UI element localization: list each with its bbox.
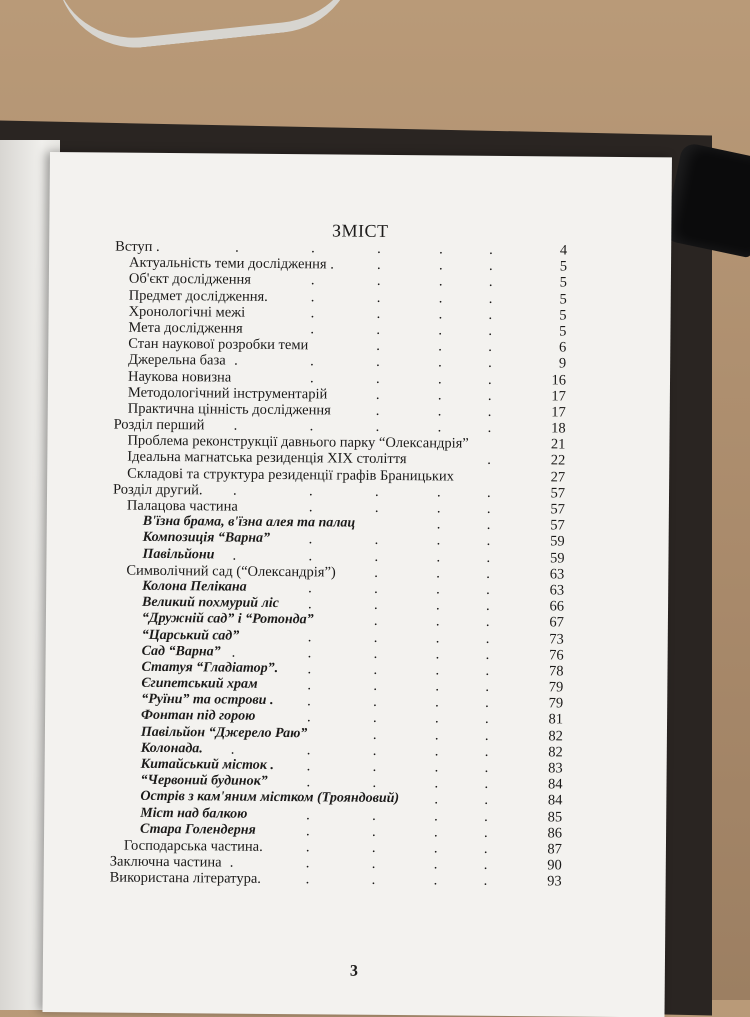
leader-dot: . (486, 517, 491, 534)
toc-entry-title: Господарська частина. (123, 837, 263, 855)
leader-dot: . (372, 758, 377, 775)
leader-dot: . (308, 547, 313, 564)
leader-dot: . (375, 386, 380, 403)
leader-dot: . (374, 483, 379, 500)
leader-dot: . (487, 387, 492, 404)
toc-entry-page: 79 (548, 695, 564, 712)
toc-entry-page: 63 (549, 582, 565, 599)
leader-dot: . (487, 403, 492, 420)
toc-entry-title: Колона Пелікана (142, 578, 247, 595)
leader-dot: . (307, 596, 312, 613)
toc-entry-title: В'їзна брама, в'їзна алея та палац (142, 514, 356, 531)
leader-dot: . (433, 872, 438, 889)
leader-dot: . (483, 856, 488, 873)
leader-dot: . (438, 354, 442, 371)
leader-dot: . (306, 742, 311, 759)
leader-dot: . (229, 854, 234, 871)
leader-dot: . (437, 370, 442, 387)
leader-dot: . (308, 580, 312, 597)
toc-entry-page: 22 (550, 452, 566, 469)
leader-dot: . (232, 547, 237, 564)
leader-dot: . (484, 711, 489, 728)
leader-dot: . (308, 483, 313, 500)
leader-dot: . (372, 807, 376, 824)
leader-dot: . (483, 873, 488, 890)
toc-entry-title: “Дружній сад” і “Ротонда” (141, 611, 314, 628)
toc-entry-page: 81 (548, 711, 564, 728)
leader-dot: . (487, 371, 492, 388)
toc-entry-title: Палацова частина (126, 497, 238, 515)
leader-dot: . (305, 855, 310, 872)
leader-dot: . (376, 273, 381, 290)
leader-dot: . (373, 629, 378, 646)
leader-dot: . (487, 452, 492, 469)
toc-entry-page: 84 (547, 776, 563, 793)
leader-dot: . (374, 548, 379, 565)
leader-dot: . (372, 775, 377, 792)
leader-dot: . (438, 289, 443, 306)
leader-dot: . (373, 596, 378, 614)
toc-entry-page: 86 (547, 825, 563, 842)
toc-entry-page: 63 (549, 566, 565, 583)
leader-dot: . (375, 370, 380, 387)
leader-dot: . (438, 322, 443, 339)
leader-dot: . (485, 695, 489, 712)
toc-entry-page: 5 (559, 291, 567, 308)
leader-dot: . (306, 758, 311, 775)
leader-dot: . (435, 694, 439, 711)
leader-dot: . (436, 548, 441, 565)
leader-dot: . (435, 597, 440, 614)
toc-entry-page: 90 (547, 857, 562, 874)
toc-entry-page: 67 (549, 614, 564, 631)
leader-dot: . (437, 387, 442, 404)
toc-entry-title: Фонтан під горою (141, 708, 256, 725)
toc-entry-page: 17 (551, 388, 566, 405)
leader-dot: . (487, 419, 492, 436)
toc-entry-page: 17 (551, 404, 566, 421)
toc-entry-title: Великий похмурий ліс (142, 594, 279, 612)
leader-dot: . (373, 645, 378, 662)
toc-entry-page: 59 (549, 549, 565, 567)
leader-dot: . (436, 516, 441, 533)
toc-entry-title: Предмет дослідження. (128, 287, 268, 305)
toc-entry-page: 6 (558, 339, 567, 356)
toc-entry-title: Статуя “Гладіатор”. (141, 659, 279, 676)
toc-entry-title: Композиція “Варна” (142, 530, 271, 547)
leader-dot: . (486, 549, 491, 566)
leader-dot: . (310, 288, 315, 305)
leader-dot: . (485, 678, 490, 695)
leader-dot: . (486, 533, 491, 550)
toc-entry-page: 59 (550, 533, 565, 550)
leader-dot: . (375, 402, 380, 419)
leader-dot: . (377, 240, 381, 257)
leader-dot: . (373, 661, 378, 678)
toc-entry-title: “Царський сад” (141, 627, 240, 644)
leader-dot: . (438, 273, 443, 290)
leader-dot: . (486, 484, 491, 501)
leader-dot: . (438, 257, 443, 274)
leader-dot: . (484, 743, 489, 760)
leader-dot: . (488, 290, 493, 307)
leader-dot: . (308, 531, 313, 548)
leader-dot: . (372, 823, 376, 840)
leader-dot: . (309, 418, 314, 435)
page-title: ЗМІСТ (331, 220, 389, 241)
leader-dot: . (436, 484, 441, 501)
toc-entry-title: Павільйони (142, 546, 215, 563)
toc-entry-title: Розділ перший (113, 416, 205, 434)
leader-dot: . (435, 662, 440, 679)
leader-dot: . (376, 321, 381, 338)
leader-dot: . (434, 824, 438, 841)
leader-dot: . (434, 775, 439, 792)
leader-dot: . (376, 289, 381, 306)
toc-entry-title: Проблема реконструкції давнього парку “Олександрія” (127, 432, 469, 452)
toc-entry-page: 4 (559, 242, 568, 259)
leader-dot: . (376, 337, 381, 355)
leader-dot: . (437, 403, 442, 420)
leader-dot: . (437, 419, 442, 436)
page-number: 3 (349, 962, 358, 980)
leader-dot: . (488, 274, 493, 291)
leader-dot: . (435, 613, 440, 630)
leader-dot: . (374, 499, 379, 516)
toc-entry-page: 82 (548, 744, 563, 761)
leader-dot: . (375, 418, 380, 435)
leader-dot: . (484, 759, 489, 776)
leader-dot: . (434, 791, 439, 808)
leader-dot: . (230, 741, 235, 758)
toc-entry-title: “Руїни” та острови . (141, 692, 274, 709)
leader-dot: . (373, 694, 377, 711)
leader-dot: . (310, 321, 315, 338)
leader-dot: . (376, 305, 381, 322)
leader-dot: . (374, 580, 378, 597)
toc-entry-page: 5 (559, 307, 567, 324)
leader-dot: . (484, 727, 489, 744)
leader-dot: . (307, 709, 311, 726)
leader-dot: . (371, 855, 376, 872)
leader-dot: . (433, 856, 438, 873)
leader-dot: . (484, 776, 489, 793)
toc-entry-page: 18 (551, 420, 566, 437)
toc-entry-title: Колонада. (140, 740, 203, 757)
toc-entry-title: Складові та структура резиденції графів Браницьких (127, 465, 455, 485)
leader-dot: . (484, 792, 489, 809)
leader-dot: . (373, 613, 378, 630)
leader-dot: . (306, 774, 311, 791)
leader-dot: . (483, 840, 488, 857)
toc-entry-title: Ідеальна магнатська резиденція XIX століття (127, 449, 407, 468)
leader-dot: . (308, 499, 313, 516)
leader-dot: . (310, 353, 314, 370)
toc-entry-title: Символічний сад (“Олександрія”) (126, 562, 336, 581)
leader-dot: . (307, 661, 312, 678)
toc-entry-title: Міст над балкою (140, 805, 248, 822)
toc-entry-page: 16 (551, 371, 567, 389)
leader-dot: . (488, 355, 492, 372)
toc-entry-title: Стара Голендерня (140, 821, 256, 838)
toc-entry-page: 57 (550, 501, 565, 518)
leader-dot: . (438, 338, 443, 355)
leader-dot: . (373, 677, 378, 694)
toc-entry-page: 5 (559, 258, 568, 275)
leader-dot: . (434, 759, 439, 776)
toc-entry-page: 85 (547, 808, 563, 826)
toc-entry-title: Методологічний інструментарій (127, 384, 328, 403)
toc-entry-title: Сад “Варна” (141, 643, 221, 660)
toc-entry-page: 21 (550, 436, 566, 453)
leader-dot: . (376, 257, 381, 274)
leader-dot: . (233, 417, 238, 434)
toc-entry-title: Розділ другий. (112, 481, 203, 499)
leader-dot: . (234, 352, 238, 369)
toc-entry-title: Актуальність теми дослідження . (128, 254, 334, 273)
leader-dot: . (433, 840, 438, 857)
toc-entry-title: Єгипетський храм (141, 675, 258, 692)
leader-dot: . (436, 500, 441, 517)
toc-entry-title: Стан наукової розробки теми (128, 335, 309, 354)
leader-dot: . (485, 630, 490, 647)
leader-dot: . (306, 806, 310, 823)
leader-dot: . (484, 824, 488, 841)
leader-dot: . (374, 564, 379, 581)
leader-dot: . (434, 743, 439, 760)
toc-entry-title: Заключна частина (109, 853, 222, 871)
toc-entry-title: Об'єкт дослідження (128, 271, 251, 289)
toc-entry-title: Мета дослідження (128, 319, 243, 337)
leader-dot: . (307, 628, 312, 645)
book-page (42, 152, 671, 1017)
leader-dot: . (485, 646, 490, 663)
leader-dot: . (486, 500, 491, 517)
leader-dot: . (310, 272, 315, 289)
toc-entry-page: 27 (550, 469, 566, 486)
toc-entry-title: Хронологічні межі (128, 303, 246, 321)
toc-entry-page: 57 (550, 517, 565, 534)
toc-entry-title: Китайський місток . (140, 756, 274, 773)
cable (57, 0, 364, 55)
leader-dot: . (232, 482, 237, 499)
leader-dot: . (372, 726, 377, 743)
toc-entry (110, 870, 560, 890)
leader-dot: . (486, 581, 490, 598)
toc-entry-title: Наукова новизна (127, 368, 232, 386)
toc-entry-title: Павільйон “Джерело Раю” (140, 724, 308, 741)
leader-dot: . (485, 614, 490, 631)
leader-dot: . (485, 662, 490, 679)
leader-dot: . (372, 742, 377, 759)
leader-dot: . (373, 710, 377, 727)
leader-dot: . (488, 338, 493, 355)
toc-entry-title: “Червоний будинок” (140, 773, 268, 790)
leader-dot: . (310, 305, 315, 322)
leader-dot: . (311, 240, 315, 257)
toc-entry-page: 93 (547, 873, 562, 890)
leader-dot: . (436, 532, 441, 549)
leader-dot: . (309, 369, 314, 386)
leader-dot: . (306, 823, 310, 840)
leader-dot: . (305, 839, 310, 856)
leader-dot: . (436, 565, 441, 582)
toc-entry-page: 5 (559, 323, 567, 340)
toc-entry-page: 76 (549, 647, 564, 664)
toc-entry-title: Практична цінність дослідження (127, 400, 331, 419)
leader-dot: . (305, 871, 310, 888)
toc-entry-page: 9 (558, 355, 567, 372)
toc-entry-page: 79 (548, 679, 564, 696)
leader-dot: . (435, 678, 440, 695)
leader-dot: . (488, 258, 493, 275)
toc-entry-page: 66 (549, 598, 565, 615)
leader-dot: . (489, 241, 493, 258)
leader-dot: . (307, 644, 312, 661)
toc-entry-title: Джерельна база (128, 352, 226, 369)
leader-dot: . (484, 808, 488, 825)
leader-dot: . (439, 241, 443, 258)
leader-dot: . (436, 581, 440, 598)
leader-dot: . (434, 807, 438, 824)
table-of-contents (110, 239, 566, 890)
toc-entry-page: 84 (547, 792, 563, 809)
toc-entry-page: 73 (549, 630, 564, 648)
toc-entry-page: 83 (548, 760, 563, 777)
leader-dot: . (371, 839, 376, 856)
leader-dot: . (231, 644, 236, 661)
leader-dot: . (235, 239, 239, 256)
leader-dot: . (434, 727, 439, 744)
leader-dot: . (485, 597, 490, 614)
toc-entry-page: 78 (548, 663, 564, 680)
leader-dot: . (376, 354, 380, 371)
leader-dot: . (434, 710, 439, 727)
toc-entry-title: Острів з кам'яним містком (Трояндовий) (140, 789, 400, 807)
leader-dot: . (488, 306, 493, 323)
toc-entry-page: 5 (559, 274, 567, 291)
toc-entry-page: 57 (550, 485, 566, 502)
leader-dot: . (486, 565, 491, 582)
toc-entry-page: 87 (547, 841, 563, 858)
toc-entry-title: Використана література. (109, 869, 261, 888)
leader-dot: . (488, 322, 493, 339)
leader-dot: . (307, 693, 311, 710)
toc-entry-title: Вступ . (115, 238, 160, 255)
leader-dot: . (435, 629, 440, 646)
leader-dot: . (307, 677, 312, 694)
leader-dot: . (435, 646, 440, 663)
toc-entry-page: 82 (548, 727, 563, 745)
leader-dot: . (438, 306, 443, 323)
leader-dot: . (371, 872, 376, 889)
leader-dot: . (374, 532, 379, 549)
